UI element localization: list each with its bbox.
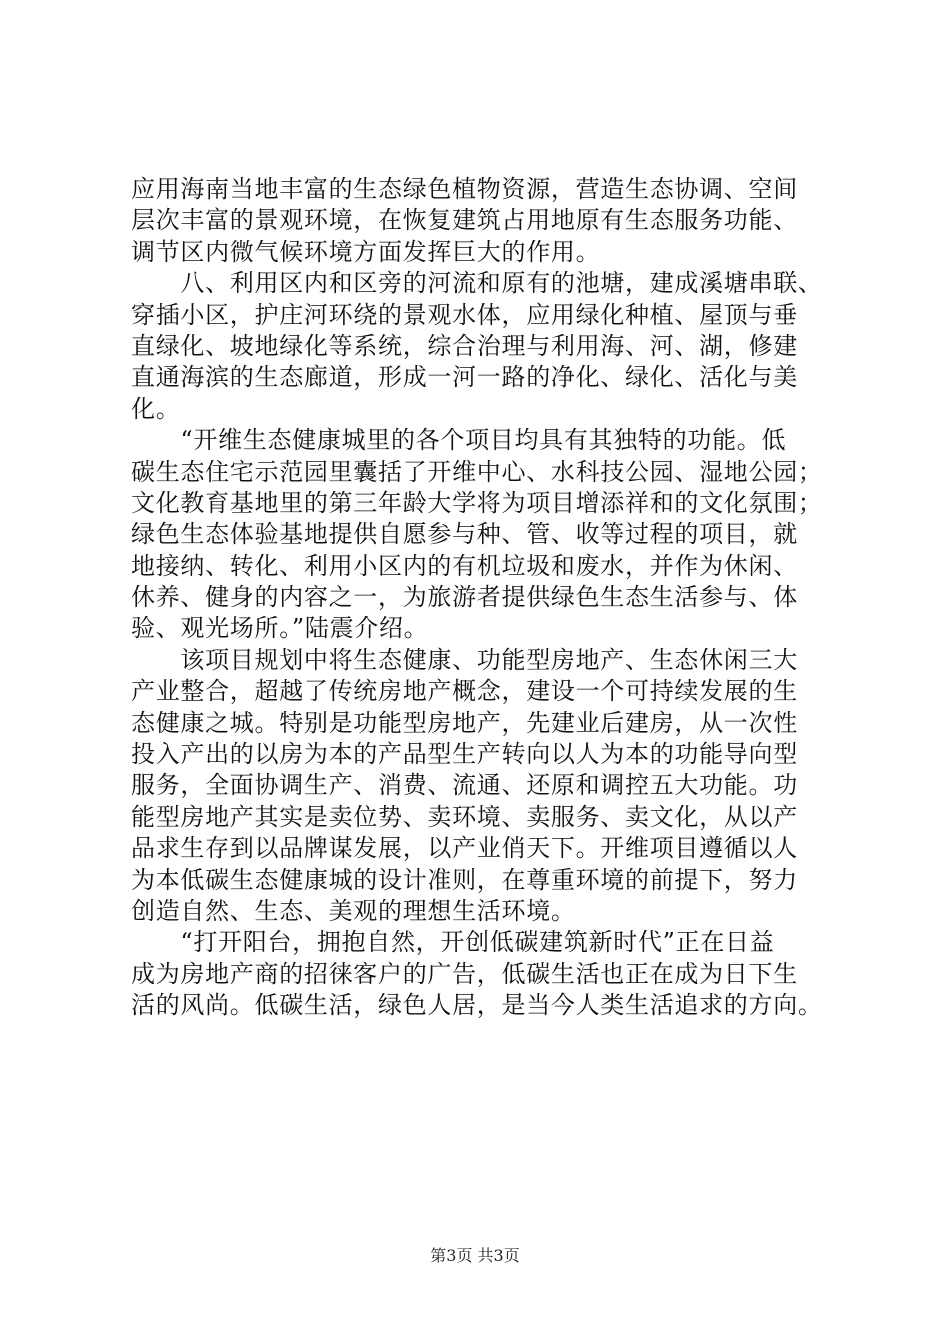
text-line: 成为房地产商的招徕客户的广告，低碳生活也正在成为日下生 [131,959,798,988]
text-line: 产业整合，超越了传统房地产概念，建设一个可持续发展的生 [131,677,798,706]
text-line: 化。 [131,394,181,423]
text-line: 直通海滨的生态廊道，形成一河一路的净化、绿化、活化与美 [131,363,798,392]
text-line: 服务，全面协调生产、消费、流通、还原和调控五大功能。功 [131,771,798,800]
text-line: 投入产出的以房为本的产品型生产转向以人为本的功能导向型 [131,740,798,769]
text-line: 碳生态住宅示范园里囊括了开维中心、水科技公园、湿地公园； [131,457,823,486]
text-line: 为本低碳生态健康城的设计准则，在尊重环境的前提下，努力 [131,865,798,894]
text-line: “打开阳台，拥抱自然，开创低碳建筑新时代”正在日益 [131,928,775,957]
text-line: 穿插小区，护庄河环绕的景观水体，应用绿化种植、屋顶与垂 [131,300,798,329]
text-line: “开维生态健康城里的各个项目均具有其独特的功能。低 [131,426,787,455]
text-line: 八、利用区内和区旁的河流和原有的池塘，建成溪塘串联、 [131,269,823,298]
text-line: 验、观光场所。”陆震介绍。 [131,614,429,643]
text-line: 该项目规划中将生态健康、功能型房地产、生态休闲三大 [131,645,798,674]
text-line: 休养、健身的内容之一，为旅游者提供绿色生态生活参与、体 [131,583,798,612]
text-line: 创造自然、生态、美观的理想生活环境。 [131,896,576,925]
text-line: 活的风尚。低碳生活，绿色人居，是当今人类生活追求的方向。 [131,991,823,1020]
text-line: 层次丰富的景观环境，在恢复建筑占用地原有生态服务功能、 [131,206,798,235]
text-line: 品求生存到以品牌谋发展，以产业俏天下。开维项目遵循以人 [131,834,798,863]
text-line: 能型房地产其实是卖位势、卖环境、卖服务、卖文化，从以产 [131,802,798,831]
text-line: 绿色生态体验基地提供自愿参与种、管、收等过程的项目，就 [131,520,798,549]
text-line: 应用海南当地丰富的生态绿色植物资源，营造生态协调、空间 [131,175,798,203]
text-line: 地接纳、转化、利用小区内的有机垃圾和废水，并作为休闲、 [131,551,798,580]
text-line: 直绿化、坡地绿化等系统，综合治理与利用海、河、湖，修建 [131,331,798,360]
page-footer: 第3页 共3页 [430,1246,520,1265]
document-body [131,174,831,1022]
text-line: 文化教育基地里的第三年龄大学将为项目增添祥和的文化氛围； [131,488,823,517]
text-line: 调节区内微气候环境方面发挥巨大的作用。 [131,237,601,266]
text-line: 态健康之城。特别是功能型房地产，先建业后建房，从一次性 [131,708,798,737]
